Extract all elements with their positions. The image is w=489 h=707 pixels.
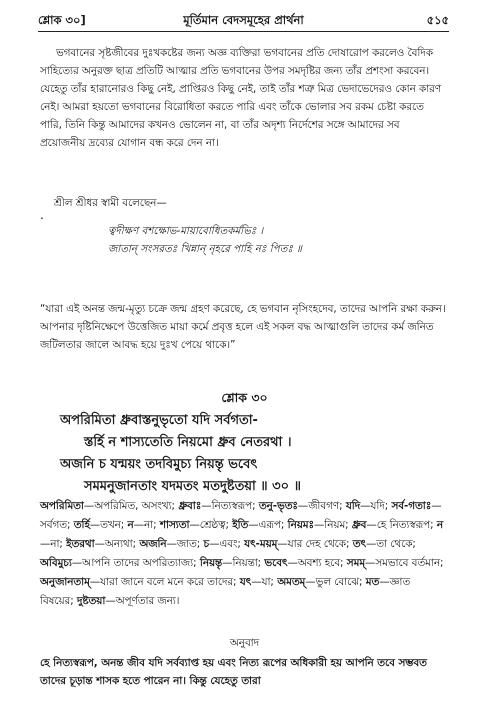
- synonym-dash: —: [105, 595, 116, 607]
- synonym-dash: —: [314, 519, 325, 531]
- synonym-meaning: তা থেকে;: [376, 538, 416, 550]
- synonym-meaning: তখন;: [100, 519, 128, 531]
- synonym-term: তনু-ভৃতঃ: [258, 500, 298, 512]
- synonym-dash: —: [277, 538, 288, 550]
- synonym-meaning: শ্রেষ্ঠত্ব;: [199, 519, 233, 531]
- synonym-term: ন: [436, 519, 444, 531]
- sanskrit-verse: [60, 410, 459, 498]
- synonym-meaning: ভুল বোঝে;: [315, 576, 366, 588]
- synonym-dash: —: [189, 519, 200, 531]
- synonym-dash: —: [89, 576, 101, 588]
- quoted-verse-line: জাতান্ সংসরতঃ খিন্নান্ নৃহরে পাহি নঃ পিতঃ ॥: [108, 243, 302, 255]
- synonym-term: অজনি: [139, 538, 167, 550]
- synonym-dash: —: [365, 538, 377, 550]
- synonym-meaning: যার দেহ থেকে;: [287, 538, 353, 550]
- synonym-meaning: যারা জানে বলে মনে করে তাদের;: [100, 576, 240, 588]
- verse-line: সমমনুজানতাং যদমতং মতদুষ্টতয়া ॥ ৩০ ॥: [84, 479, 301, 494]
- synonym-meaning: অবশ্য হবে;: [297, 557, 347, 569]
- synonym-term: তর্হি: [73, 519, 90, 531]
- synonym-dash: —: [83, 500, 95, 512]
- synonym-dash: —: [251, 576, 262, 588]
- page-header: [38, 10, 449, 30]
- synonym-term: নিয়মঃ: [287, 519, 314, 531]
- synonym-meaning: যদি;: [370, 500, 392, 512]
- synonym-dash: —: [201, 500, 212, 512]
- synonym-meaning: অপরিমিত, অসংখ্য;: [94, 500, 179, 512]
- synonym-term: যৎ: [239, 576, 252, 588]
- synonym-meaning: জাত;: [176, 538, 204, 550]
- synonym-term: তৎ: [352, 538, 366, 550]
- synonym-term: যদি: [345, 500, 361, 512]
- synonym-term: ধ্রুব: [351, 519, 367, 531]
- synonym-meaning: যা;: [261, 576, 278, 588]
- header-page-number: ৫১৫: [426, 13, 449, 27]
- synonym-term: শাস্যতা: [159, 519, 190, 531]
- header-divider: [38, 31, 449, 32]
- synonym-term: মত: [365, 576, 380, 588]
- synonym-dash: —: [166, 538, 177, 550]
- synonym-meaning: আপনি তাদের অপরিত্যাজ্য;: [82, 557, 200, 569]
- synonym-term: ধ্রুবাঃ: [178, 500, 202, 512]
- synonym-dash: —: [366, 519, 377, 531]
- synonym-dash: —: [297, 500, 309, 512]
- synonym-term: যৎ-ময়ম্: [244, 538, 278, 550]
- synonym-dash: —: [248, 519, 259, 531]
- synonym-dash: —: [133, 519, 144, 531]
- synonym-dash: —: [379, 576, 390, 588]
- synonym-term: চ: [203, 538, 210, 550]
- speaker-attribution: শ্রীল শ্রীধর স্বামী বলেছেন—: [54, 197, 167, 209]
- synonym-dash: —: [305, 576, 316, 588]
- synonym-term: অবিমুচ্য: [40, 557, 72, 569]
- synonym-dash: —: [360, 500, 371, 512]
- synonym-dash: —: [89, 519, 101, 531]
- synonym-meaning: এবং;: [219, 538, 245, 550]
- synonym-dash: —: [431, 500, 442, 512]
- synonym-meaning: সর্বগত;: [40, 519, 74, 531]
- synonym-meaning: সমভাবে বর্তমান;: [375, 557, 444, 569]
- verse-line: অপরিমিতা ধ্রুবাস্তনুভৃতো যদি সর্বগতা-: [60, 413, 258, 428]
- synonym-term: দুষ্টতয়া: [76, 595, 106, 607]
- synonym-dash: —: [365, 557, 376, 569]
- synonym-meaning: না;: [144, 519, 160, 531]
- synonym-term: ইতি: [232, 519, 249, 531]
- synonym-dash: —: [40, 538, 51, 550]
- synonym-meaning: অপূর্ণতার জন্য।: [115, 595, 180, 607]
- bullet-mark: .: [40, 208, 44, 222]
- quote-translation-paragraph: [40, 300, 447, 354]
- quoted-verse: [108, 222, 302, 258]
- synonym-term: সমম্: [346, 557, 366, 569]
- synonym-term: ইতরথা: [66, 538, 95, 550]
- translation-heading: অনুবাদ: [229, 637, 260, 649]
- synonym-term: অপরিমিতা: [40, 500, 84, 512]
- purport-text: ভগবানের সৃষ্টজীবের দুঃখকষ্টের জন্য অজ্ঞ ব্যক্তিরা ভগবানের প্রতি দোষারোপ করলেও বৈদিক সাহিত্যের অনুরক্ত ছাত্র প্রতিটি আত্মার প্রতি ভগবানের উপর সমদৃষ্টির জন্য তাঁর প্রশংসা করবেন। যেহেতু তাঁর হারানোরও কিছু নেই, প্রাপ্তিরও কিছু নেই, তাই তাঁর শত্রু মিত্র ভেদাভেদেরও কোন কারণ নেই। আমরা হয়তো ভগবানের বিরোধিতা করতে পারি এবং তাঁকে ভোলার সব রকম চেষ্টা করতে পারি, তিনি কিন্তু আমাদের কখনও ভোলেন না, বা তাঁর অদৃশ্য নির্দেশের সঙ্গে আমাদের সব প্রয়োজনীয় দ্রব্যের যোগান বন্ধ করে দেন না।: [40, 47, 442, 149]
- purport-paragraph: [40, 44, 447, 152]
- synonym-term: ভবেৎ: [264, 557, 288, 569]
- synonym-meaning: জ্ঞাত বিষয়ের;: [40, 576, 411, 607]
- synonym-dash: —: [209, 538, 220, 550]
- shloka-heading: শ্লোক ৩০: [221, 390, 268, 405]
- synonym-meaning: নিত্যস্বরূপ;: [211, 500, 259, 512]
- synonym-meaning: হে নিত্যস্বরূপ;: [376, 519, 437, 531]
- synonym-meaning: নিয়ম;: [324, 519, 352, 531]
- synonym-dash: —: [71, 557, 83, 569]
- synonym-dash: —: [94, 538, 105, 550]
- quoted-verse-line: ত্বদীক্ষণ বশক্ষোভ-মায়াবোধিতকর্মভিঃ ।: [108, 225, 264, 237]
- synonym-term: ন: [127, 519, 134, 531]
- synonym-term: নিয়ন্তৃ: [199, 557, 223, 569]
- header-verse-ref: শ্লোক ৩০]: [38, 13, 86, 27]
- word-for-word-synonyms: [40, 497, 447, 611]
- synonym-term: অমতম্: [277, 576, 306, 588]
- synonym-term: অনুজানতাম্: [40, 576, 90, 588]
- header-chapter-title: মূর্তিমান বেদসমূহের প্রার্থনা: [183, 13, 304, 27]
- synonym-meaning: অন্যথা;: [104, 538, 140, 550]
- verse-line: অজনি চ যন্ময়ং তদবিমুচ্য নিয়ন্তৃ ভবেৎ: [60, 457, 258, 472]
- synonym-meaning: জীবগণ;: [308, 500, 346, 512]
- translation-paragraph: হে নিত্যস্বরূপ, অনন্ত জীব যদি সর্বব্যাপ্ত হয় এবং নিত্য রূপের অধিকারী হয় আপনি তবে সম্ভবত তাদের চূড়ান্ত শাসক হতে পারেন না। কিন্তু যেহেতু তারা: [40, 657, 427, 687]
- synonym-meaning: এরূপ;: [258, 519, 288, 531]
- synonym-dash: —: [222, 557, 233, 569]
- synonym-meaning: না;: [50, 538, 67, 550]
- synonym-dash: —: [287, 557, 298, 569]
- verse-line: স্তর্হি ন শাস্যতেতি নিয়মো ধ্রুব নেতরথা ।: [84, 435, 292, 450]
- synonym-term: সর্ব-গতাঃ: [391, 500, 432, 512]
- quote-translation-text: “যারা এই অনন্ত জন্ম-মৃত্যু চক্রে জন্ম গ্রহণ করেছে, হে ভগবান নৃসিংহদেব, তাদের আপনি রক্ষা করুন। আপনার দৃষ্টিনিক্ষেপে উত্তেজিত মায়া কর্মে প্রবৃত্ত হলে এই সকল বদ্ধ আত্মাগুলি তাদের কর্ম জনিত জটিলতার জালে আবদ্ধ হয়ে দুঃখ পেয়ে থাকে।”: [40, 303, 446, 351]
- synonym-meaning: নিয়ন্তা;: [232, 557, 265, 569]
